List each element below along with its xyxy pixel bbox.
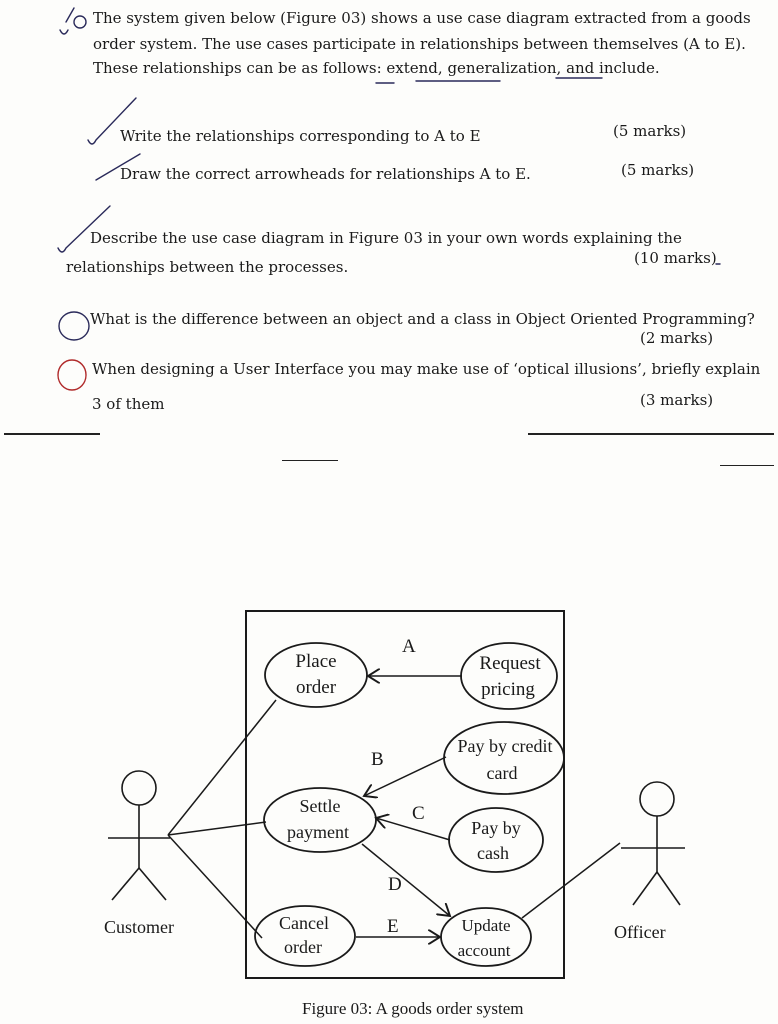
use-case-pay-by-credit-card — [444, 722, 564, 794]
use-case-pay-by-credit-card-line-1: Pay by credit — [457, 736, 553, 756]
use-case-cancel-order — [255, 906, 355, 966]
actor-officer-label: Officer — [614, 922, 666, 942]
use-case-place-order — [265, 643, 367, 707]
figure-caption: Figure 03: A goods order system — [302, 999, 524, 1018]
use-case-request-pricing-line-2: pricing — [481, 679, 535, 700]
use-case-cancel-order-line-2: order — [284, 937, 322, 957]
assoc-customer-settle-payment — [168, 822, 266, 835]
use-case-settle-payment — [264, 788, 376, 852]
relationship-b-label: B — [371, 749, 384, 770]
relationship-c-label: C — [412, 803, 425, 824]
use-case-request-pricing-line-1: Request — [479, 653, 541, 674]
relationship-e-label: E — [387, 916, 399, 937]
question-a-line-1: The system given below (Figure 03) shows a use case diagram extracted from a goods — [93, 9, 751, 27]
question-a-line-3: These relationships can be as follows: extend, generalization, and include. — [93, 59, 660, 77]
actor-customer-label: Customer — [104, 917, 174, 937]
actor-officer — [621, 782, 685, 905]
relationship-d-label: D — [388, 874, 402, 895]
use-case-update-account-line-1: Update — [461, 916, 511, 935]
assoc-customer-place-order — [168, 700, 276, 835]
question-c-text: What is the difference between an object and a class in Object Oriented Programming? — [90, 310, 755, 328]
assoc-customer-cancel-order — [168, 835, 262, 938]
use-case-settle-payment-line-2: payment — [287, 822, 349, 842]
use-case-settle-payment-line-1: Settle — [299, 796, 341, 816]
question-b-marks: (10 marks) — [634, 249, 717, 267]
assoc-officer-update-account — [522, 843, 620, 918]
question-a-i-text: Write the relationships corresponding to A to E — [120, 127, 481, 145]
use-case-pay-by-cash-line-1: Pay by — [471, 818, 521, 838]
actor-customer — [108, 771, 170, 900]
use-case-request-pricing — [461, 643, 557, 709]
question-a-i-marks: (5 marks) — [613, 122, 687, 140]
relationship-a-label: A — [402, 636, 416, 657]
use-case-update-account-line-2: account — [457, 941, 511, 960]
use-case-place-order-line-2: order — [295, 677, 337, 698]
question-a-line-2: order system. The use cases participate in relationships between themselves (A to E). — [93, 35, 746, 53]
relationship-d — [362, 844, 450, 916]
question-d-marks: (3 marks) — [640, 391, 714, 409]
question-a-ii-marks: (5 marks) — [621, 161, 695, 179]
question-b-line-1: Describe the use case diagram in Figure 03 in your own words explaining the — [90, 229, 682, 247]
use-case-place-order-line-1: Place — [295, 651, 337, 672]
question-b-line-2: relationships between the processes. — [66, 258, 349, 276]
question-d-line-2: 3 of them — [92, 395, 165, 413]
question-c-marks: (2 marks) — [640, 329, 714, 347]
use-case-pay-by-credit-card-line-2: card — [486, 763, 518, 783]
use-case-update-account — [441, 908, 531, 966]
question-d-line-1: When designing a User Interface you may make use of ‘optical illusions’, briefly explain — [92, 360, 761, 378]
use-case-pay-by-cash-line-2: cash — [477, 843, 509, 863]
question-a-ii-text: Draw the correct arrowheads for relationships A to E. — [120, 165, 531, 183]
use-case-cancel-order-line-1: Cancel — [279, 913, 329, 933]
use-case-pay-by-cash — [449, 808, 543, 872]
